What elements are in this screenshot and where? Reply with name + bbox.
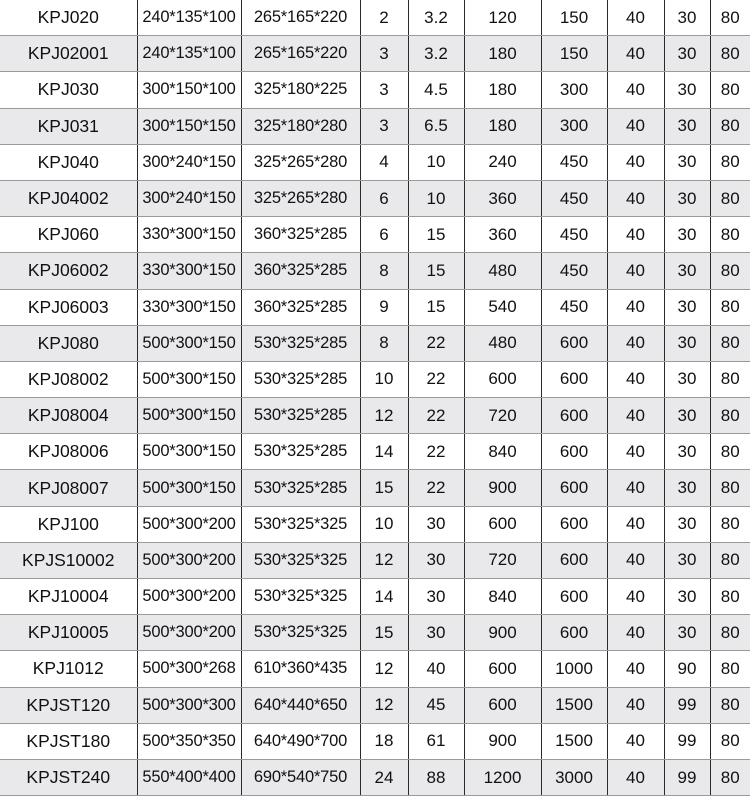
value-cell: 30 [664,289,710,325]
value-cell: 30 [408,615,464,651]
value-cell: 840 [464,579,541,615]
value-cell: 30 [664,615,710,651]
outer-size-cell: 530*325*285 [241,325,360,361]
value-cell: 24 [360,759,408,795]
model-cell: KPJ100 [0,506,137,542]
value-cell: 40 [607,36,664,72]
value-cell: 12 [360,687,408,723]
outer-size-cell: 640*440*650 [241,687,360,723]
model-cell: KPJ06002 [0,253,137,289]
inner-size-cell: 240*135*100 [137,0,241,36]
value-cell: 18 [360,723,408,759]
value-cell: 6 [360,217,408,253]
value-cell: 900 [464,723,541,759]
value-cell: 480 [464,253,541,289]
inner-size-cell: 330*300*150 [137,289,241,325]
value-cell: 40 [607,470,664,506]
value-cell: 61 [408,723,464,759]
outer-size-cell: 610*360*435 [241,651,360,687]
table-row [0,289,750,325]
model-cell: KPJST180 [0,723,137,759]
value-cell: 40 [607,759,664,795]
value-cell: 450 [541,253,607,289]
value-cell: 40 [607,0,664,36]
value-cell: 80 [710,759,750,795]
value-cell: 720 [464,542,541,578]
value-cell: 99 [664,723,710,759]
table-row [0,108,750,144]
value-cell: 14 [360,579,408,615]
value-cell: 80 [710,325,750,361]
value-cell: 600 [541,615,607,651]
value-cell: 1200 [464,759,541,795]
value-cell: 15 [408,217,464,253]
inner-size-cell: 500*300*150 [137,325,241,361]
value-cell: 40 [607,72,664,108]
value-cell: 40 [607,687,664,723]
value-cell: 120 [464,0,541,36]
outer-size-cell: 530*325*285 [241,361,360,397]
value-cell: 450 [541,217,607,253]
value-cell: 40 [607,398,664,434]
value-cell: 80 [710,615,750,651]
value-cell: 30 [664,144,710,180]
table-row [0,434,750,470]
value-cell: 12 [360,651,408,687]
value-cell: 22 [408,325,464,361]
inner-size-cell: 500*300*200 [137,615,241,651]
value-cell: 30 [664,253,710,289]
value-cell: 80 [710,72,750,108]
inner-size-cell: 550*400*400 [137,759,241,795]
model-cell: KPJST240 [0,759,137,795]
inner-size-cell: 500*300*300 [137,687,241,723]
value-cell: 30 [664,398,710,434]
value-cell: 450 [541,144,607,180]
model-cell: KPJ040 [0,144,137,180]
inner-size-cell: 300*150*100 [137,72,241,108]
value-cell: 22 [408,398,464,434]
outer-size-cell: 325*180*225 [241,72,360,108]
value-cell: 3 [360,72,408,108]
outer-size-cell: 360*325*285 [241,217,360,253]
value-cell: 30 [664,361,710,397]
value-cell: 6 [360,180,408,216]
table-row [0,217,750,253]
table-row [0,180,750,216]
model-cell: KPJ10005 [0,615,137,651]
value-cell: 8 [360,325,408,361]
inner-size-cell: 500*350*350 [137,723,241,759]
value-cell: 30 [664,579,710,615]
inner-size-cell: 500*300*150 [137,434,241,470]
value-cell: 8 [360,253,408,289]
table-row [0,144,750,180]
outer-size-cell: 325*265*280 [241,180,360,216]
value-cell: 99 [664,759,710,795]
table-row [0,759,750,795]
value-cell: 360 [464,217,541,253]
value-cell: 30 [408,579,464,615]
outer-size-cell: 360*325*285 [241,289,360,325]
value-cell: 15 [360,470,408,506]
value-cell: 2 [360,0,408,36]
value-cell: 10 [360,361,408,397]
table-row [0,253,750,289]
value-cell: 240 [464,144,541,180]
outer-size-cell: 265*165*220 [241,0,360,36]
outer-size-cell: 690*540*750 [241,759,360,795]
value-cell: 180 [464,72,541,108]
value-cell: 80 [710,687,750,723]
value-cell: 15 [408,253,464,289]
inner-size-cell: 330*300*150 [137,253,241,289]
model-cell: KPJ08002 [0,361,137,397]
table-row [0,687,750,723]
value-cell: 540 [464,289,541,325]
outer-size-cell: 530*325*325 [241,579,360,615]
value-cell: 40 [607,542,664,578]
inner-size-cell: 240*135*100 [137,36,241,72]
value-cell: 600 [541,542,607,578]
value-cell: 600 [541,325,607,361]
table-row [0,470,750,506]
table-row [0,398,750,434]
value-cell: 30 [664,470,710,506]
value-cell: 30 [664,217,710,253]
value-cell: 30 [664,36,710,72]
value-cell: 80 [710,542,750,578]
value-cell: 15 [360,615,408,651]
value-cell: 1500 [541,687,607,723]
model-cell: KPJ08004 [0,398,137,434]
inner-size-cell: 500*300*150 [137,398,241,434]
model-cell: KPJ04002 [0,180,137,216]
model-cell: KPJ10004 [0,579,137,615]
value-cell: 3 [360,36,408,72]
value-cell: 80 [710,108,750,144]
outer-size-cell: 360*325*285 [241,253,360,289]
outer-size-cell: 325*265*280 [241,144,360,180]
value-cell: 450 [541,180,607,216]
table-row [0,723,750,759]
table-row [0,361,750,397]
value-cell: 40 [607,108,664,144]
value-cell: 900 [464,470,541,506]
inner-size-cell: 500*300*200 [137,579,241,615]
value-cell: 3000 [541,759,607,795]
value-cell: 30 [408,542,464,578]
inner-size-cell: 300*240*150 [137,144,241,180]
value-cell: 12 [360,542,408,578]
table-row [0,579,750,615]
model-cell: KPJ02001 [0,36,137,72]
value-cell: 80 [710,180,750,216]
value-cell: 30 [664,72,710,108]
value-cell: 22 [408,434,464,470]
value-cell: 40 [607,253,664,289]
inner-size-cell: 300*150*150 [137,108,241,144]
value-cell: 45 [408,687,464,723]
value-cell: 80 [710,506,750,542]
inner-size-cell: 300*240*150 [137,180,241,216]
value-cell: 180 [464,108,541,144]
outer-size-cell: 640*490*700 [241,723,360,759]
outer-size-cell: 530*325*325 [241,506,360,542]
value-cell: 180 [464,36,541,72]
value-cell: 80 [710,651,750,687]
value-cell: 40 [607,651,664,687]
model-cell: KPJ06003 [0,289,137,325]
value-cell: 30 [664,325,710,361]
value-cell: 600 [541,434,607,470]
value-cell: 30 [664,506,710,542]
value-cell: 40 [607,723,664,759]
inner-size-cell: 330*300*150 [137,217,241,253]
inner-size-cell: 500*300*200 [137,542,241,578]
value-cell: 22 [408,470,464,506]
value-cell: 450 [541,289,607,325]
value-cell: 22 [408,361,464,397]
value-cell: 4.5 [408,72,464,108]
value-cell: 300 [541,72,607,108]
table-row [0,615,750,651]
value-cell: 840 [464,434,541,470]
value-cell: 40 [607,615,664,651]
value-cell: 80 [710,361,750,397]
value-cell: 40 [607,506,664,542]
model-cell: KPJ080 [0,325,137,361]
value-cell: 40 [607,325,664,361]
value-cell: 80 [710,470,750,506]
value-cell: 10 [408,180,464,216]
value-cell: 88 [408,759,464,795]
value-cell: 30 [408,506,464,542]
value-cell: 900 [464,615,541,651]
inner-size-cell: 500*300*268 [137,651,241,687]
value-cell: 1000 [541,651,607,687]
outer-size-cell: 530*325*285 [241,398,360,434]
value-cell: 40 [607,217,664,253]
value-cell: 80 [710,289,750,325]
model-cell: KPJ030 [0,72,137,108]
value-cell: 150 [541,36,607,72]
table-row [0,325,750,361]
value-cell: 14 [360,434,408,470]
value-cell: 80 [710,144,750,180]
value-cell: 600 [464,687,541,723]
model-cell: KPJ08007 [0,470,137,506]
value-cell: 90 [664,651,710,687]
table-row [0,506,750,542]
value-cell: 3.2 [408,0,464,36]
value-cell: 600 [541,361,607,397]
value-cell: 9 [360,289,408,325]
value-cell: 4 [360,144,408,180]
model-cell: KPJ060 [0,217,137,253]
table-row [0,0,750,36]
model-cell: KPJS10002 [0,542,137,578]
value-cell: 600 [541,579,607,615]
value-cell: 600 [464,361,541,397]
value-cell: 480 [464,325,541,361]
value-cell: 40 [607,289,664,325]
value-cell: 600 [464,506,541,542]
value-cell: 99 [664,687,710,723]
inner-size-cell: 500*300*150 [137,470,241,506]
value-cell: 40 [408,651,464,687]
value-cell: 12 [360,398,408,434]
inner-size-cell: 500*300*200 [137,506,241,542]
outer-size-cell: 265*165*220 [241,36,360,72]
value-cell: 1500 [541,723,607,759]
value-cell: 30 [664,542,710,578]
outer-size-cell: 530*325*325 [241,542,360,578]
value-cell: 30 [664,180,710,216]
value-cell: 40 [607,180,664,216]
value-cell: 30 [664,434,710,470]
value-cell: 600 [541,470,607,506]
model-cell: KPJ08006 [0,434,137,470]
table-row [0,651,750,687]
value-cell: 80 [710,579,750,615]
model-cell: KPJ031 [0,108,137,144]
value-cell: 80 [710,217,750,253]
value-cell: 600 [541,506,607,542]
value-cell: 360 [464,180,541,216]
value-cell: 80 [710,36,750,72]
value-cell: 80 [710,253,750,289]
value-cell: 80 [710,723,750,759]
value-cell: 80 [710,434,750,470]
value-cell: 300 [541,108,607,144]
outer-size-cell: 530*325*285 [241,470,360,506]
outer-size-cell: 325*180*280 [241,108,360,144]
table-row [0,72,750,108]
value-cell: 6.5 [408,108,464,144]
model-cell: KPJST120 [0,687,137,723]
outer-size-cell: 530*325*285 [241,434,360,470]
table-row [0,542,750,578]
value-cell: 80 [710,0,750,36]
outer-size-cell: 530*325*325 [241,615,360,651]
value-cell: 150 [541,0,607,36]
value-cell: 600 [541,398,607,434]
model-cell: KPJ1012 [0,651,137,687]
value-cell: 15 [408,289,464,325]
value-cell: 10 [360,506,408,542]
value-cell: 10 [408,144,464,180]
value-cell: 720 [464,398,541,434]
value-cell: 3.2 [408,36,464,72]
value-cell: 3 [360,108,408,144]
value-cell: 30 [664,108,710,144]
value-cell: 40 [607,144,664,180]
table-row [0,36,750,72]
value-cell: 40 [607,361,664,397]
value-cell: 80 [710,398,750,434]
inner-size-cell: 500*300*150 [137,361,241,397]
value-cell: 40 [607,434,664,470]
value-cell: 30 [664,0,710,36]
value-cell: 40 [607,579,664,615]
value-cell: 600 [464,651,541,687]
model-cell: KPJ020 [0,0,137,36]
